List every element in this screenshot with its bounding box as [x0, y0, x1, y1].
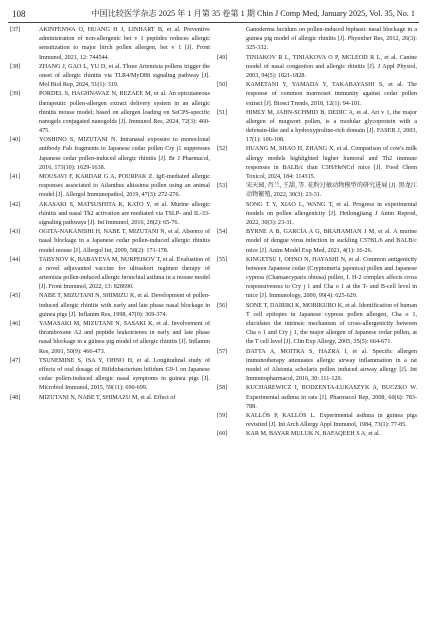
reference-number: [49] [217, 54, 228, 61]
reference-text: TABYNOV K, BABAYEVA M, NURPEISOV T, et al. Evaluation of a novel adjuvanted vaccine for ultrashort regimen therapy of artemisia pollen-induced allergic bronchial asthma in a mouse model [J]. Front Immunol, 2022, 13: 828690. [39, 256, 210, 291]
reference-number: [42] [10, 201, 21, 208]
reference-number: [52] [217, 146, 228, 153]
reference-number: [55] [217, 256, 228, 263]
reference-entry [217, 109, 417, 146]
reference-entry [217, 228, 417, 256]
reference-entry [217, 348, 417, 385]
reference-text: OGITA-NAKANISHI H, NABE T, MIZUTANI N, et al. Absence of nasal blockage in a Japanese cedar pollen-induced allergic rhinitis model mouse [J]. Allergol Int, 2009, 58(2): 171-178. [39, 229, 210, 254]
reference-number: [59] [217, 412, 228, 419]
page-number: 108 [12, 9, 26, 19]
references-right-column [217, 26, 417, 439]
reference-number: [60] [217, 431, 228, 438]
reference-text: BYRNE A B, GARCÍA A G, BRAHAMIAN J M, et al. A murine model of dengue virus infection in suckling C57BL/6 and BALB/c mice [J]. Anim Model Exp Med, 2021, 4(1): 16-26. [246, 229, 417, 254]
reference-text: SONE T, DAIRIKI K, MORIKUBO K, et al. Identification of human T cell epitopes in Japanese cypress pollen allergen, Cha o 1, elucidates the intrinsic mechanism of cross-allergenicity between Cha o 1 and Cry j 1, the major allergen of Japanese cedar pollen, at the T cell level [J]. Clin Exp Allergy, 2005, 35(5): 664-671. [246, 302, 417, 346]
reference-number: [46] [10, 321, 21, 327]
reference-number: [41] [10, 174, 21, 180]
reference-entry [10, 173, 210, 201]
reference-number: [57] [217, 348, 228, 355]
reference-number: [47] [10, 357, 21, 364]
reference-text: AKASAKI S, MATSUSHITA K, KATO Y, et al. Murine allergic rhinitis and nasal Th2 activation are mediated via TSLP- and IL-33-signaling pathways [J]. Int Immunol, 2016, 28(2): 65-76. [39, 201, 210, 226]
reference-number: [48] [10, 394, 21, 401]
reference-number: [44] [10, 256, 21, 263]
reference-number: [38] [10, 63, 21, 70]
reference-entry [217, 182, 417, 200]
reference-entry [217, 81, 417, 109]
reference-text: 宋天园, 肖兰, 王甜, 等. 花粉过敏动物模型的研究进展 [J]. 黑龙江动物繁殖, 2022, 30(3): 23-31. [246, 183, 417, 199]
reference-entry [10, 136, 210, 173]
reference-text: TINIAKOV R L, TINIAKOVA O P, MCLEOD R L, et al. Canine model of nasal congestion and allergic rhinitis [J]. J Appl Physiol, 2003, 94(5): 1821-1828. [246, 54, 417, 79]
references-left-column [10, 26, 210, 403]
reference-number: [54] [217, 229, 228, 236]
reference-entry [10, 201, 210, 229]
reference-number: [56] [217, 302, 228, 309]
reference-text: AKINFENWA O, HUANG H J, LINHART B, et al. Preventive administration of non-allergenic bet v 1 peptides reduces allergic sensitization to major birch pollen allergen, bet v 1 [J]. Front Immunol, 2021, 12: 744544. [39, 27, 210, 61]
reference-text: MOUSAVI F, KARDAR G A, POURPAK Z. IgE-mediated allergic responses associated to Ailanthus altissima pollen using an animal model [J]. Allergol Immunopathol, 2019, 47(3): 272-276. [39, 174, 210, 199]
reference-number: [39] [10, 91, 21, 98]
reference-entry [217, 302, 417, 348]
reference-text: PORDEL S, HAGHNAVAZ N, REZAEE M, et al. An epicutaneous therapeutic pollen-allergen extract delivery system in an allergic rhinitis mouse model; based on allergen loading on SeCPS-specific nanogels conjugated nanogolds [J]. Immunol Res, 2024, 72(3): 460-475. [39, 91, 210, 135]
reference-entry [10, 26, 210, 63]
reference-entry [217, 412, 417, 430]
reference-entry [10, 394, 210, 403]
reference-number: [53] [217, 183, 228, 190]
reference-text: DATTA A, MOITRA S, HAZRA I, et al. Specific allergen immunotherapy attenuates allergic airway inflammation in a rat model of Alstonia scholaris pollen induced airway allergy [J]. Int Immunopharmacol, 2016, 30: 111-120. [246, 348, 417, 383]
reference-text: TSUNEMINE S, ISA Y, OHNO H, et al. Longitudinal study of effects of oral dosage of Bifidobacterium bifidum G9-1 on Japanese cedar pollen-induced allergic nasal symptoms in guinea pigs [J]. Microbiol Immunol, 2015, 59(11): 690-699. [39, 357, 210, 392]
reference-entry [10, 90, 210, 136]
reference-text: KALLÓS P, KALLÓS L. Experimental asthma in guinea pigs revisited [J]. Int Arch Allergy Appl Immunol, 1984, 73(1): 77-85. [246, 412, 417, 429]
reference-text: NABE T, MIZUTANI N, SHIMIZU K, et al. Development of pollen-induced allergic rhinitis with early and late phase nasal blockage in guinea pigs [J]. Inflamm Res, 1998, 47(9): 369-374. [39, 293, 210, 318]
reference-text: YOSHINO S, MIZUTANI N. Intranasal exposure to monoclonal antibody Fab fragments to Japanese cedar pollen Cry j1 suppresses Japanese cedar pollen-induced allergic rhinitis [J]. Br J Pharmacol, 2016, 173(10): 1629-1638. [39, 137, 210, 171]
reference-text: ZHANG J, GAO L, YU D, et al. Three Artemisia pollens trigger the onset of allergic rhinitis via TLR4/MyD88 signaling pathway [J]. Mol Biol Rep, 2024, 51(1): 319. [39, 63, 210, 89]
reference-number: [37] [10, 27, 21, 33]
reference-text: YAMASAKI M, MIZUTANI N, SASAKI K, et al. Involvement of thromboxane A2 and peptide leukotrienes in early and late phase nasal blockage in a guinea pig model of allergic rhinitis [J]. Inflamm Res, 2001, 50(9): 466-473. [39, 321, 210, 355]
reference-text: Ganoderma lucidum on pollen-induced biphasic nasal blockage in a guinea pig model of allergic rhinitis [J]. Phytother Res, 2012, 26(3): 325-332. [246, 27, 417, 52]
reference-text: KAMETANI Y, YAMADA Y, TAKABAYASHI S, et al. The response of common marmoset immunity against cedar pollen extract [J]. Biosci Trends, 2018, 12(1): 94-101. [246, 82, 417, 107]
reference-entry [217, 54, 417, 82]
reference-entry [10, 63, 210, 91]
reference-text: SONG T Y, XIAO L, WANG T, et al. Progress in experimental models on pollen allergenicity [J]. Heilongjiang J Anim Reprod, 2022, 30(3): 23-31. [246, 201, 417, 226]
reference-number: [43] [10, 229, 21, 236]
reference-number: [51] [217, 109, 228, 116]
reference-text: KINGETSU I, OHNO N, HAYASHI N, et al. Common antigenicity between Japanese cedar (Cryptomeria japonica) pollen and Japanese cypress (Chamaecyparis obtusa) pollen, I. H-2 complex affects cross responsiveness to Cry j 1 and Cha o 1 at the T- and B-cell level in mice [J]. Immunology, 2000, 99(4): 625-629. [246, 256, 417, 300]
reference-entry [217, 430, 417, 439]
reference-text: KAR M, BAYAR MULUK N, BAFAQEEH S A, et al. [246, 431, 381, 438]
reference-entry [217, 256, 417, 302]
reference-text: KUCHAREWICZ I, BODZENTA-ŁUKASZYK A, BUCZKO W. Experimental asthma in rats [J]. Pharmacol Rep, 2008, 60(6): 783-788. [246, 385, 417, 410]
reference-text: MIZUTANI N, NABE T, SHIMAZU M, et al. Effect of [39, 394, 176, 401]
reference-entry [217, 145, 417, 182]
reference-number: [45] [10, 293, 21, 300]
reference-text: HIMLY M, JAHN-SCHMID B, DEDIC A, et al. Art v 1, the major allergen of mugwort pollen, is a modular glycoprotein with a defensin-like and a hydroxyproline-rich domain [J]. FASEB J, 2003, 17(1): 106-108. [246, 109, 417, 144]
reference-number: [58] [217, 385, 228, 392]
reference-entry [217, 26, 417, 54]
reference-text: HUANG M, SHAO H, ZHANG X, et al. Comparison of cow's milk allergy models highlighted higher humoral and Th2 immune responses in BALB/c than C3H/HeNCrl mice [J]. Food Chem Toxicol, 2024, 184: 114315. [246, 146, 417, 180]
journal-running-title: 中国比较医学杂志 2025 年 1 月第 35 卷第 1 期 Chin J Comp Med, January 2025, Vol. 35, No. 1 [91, 9, 415, 18]
reference-entry [10, 228, 210, 256]
page-header [8, 6, 419, 23]
reference-entry [10, 357, 210, 394]
reference-entry [10, 320, 210, 357]
reference-entry [217, 201, 417, 229]
reference-number: [40] [10, 137, 21, 144]
reference-entry [217, 384, 417, 412]
reference-entry [10, 292, 210, 320]
reference-entry [10, 256, 210, 293]
reference-number: [50] [217, 82, 228, 89]
